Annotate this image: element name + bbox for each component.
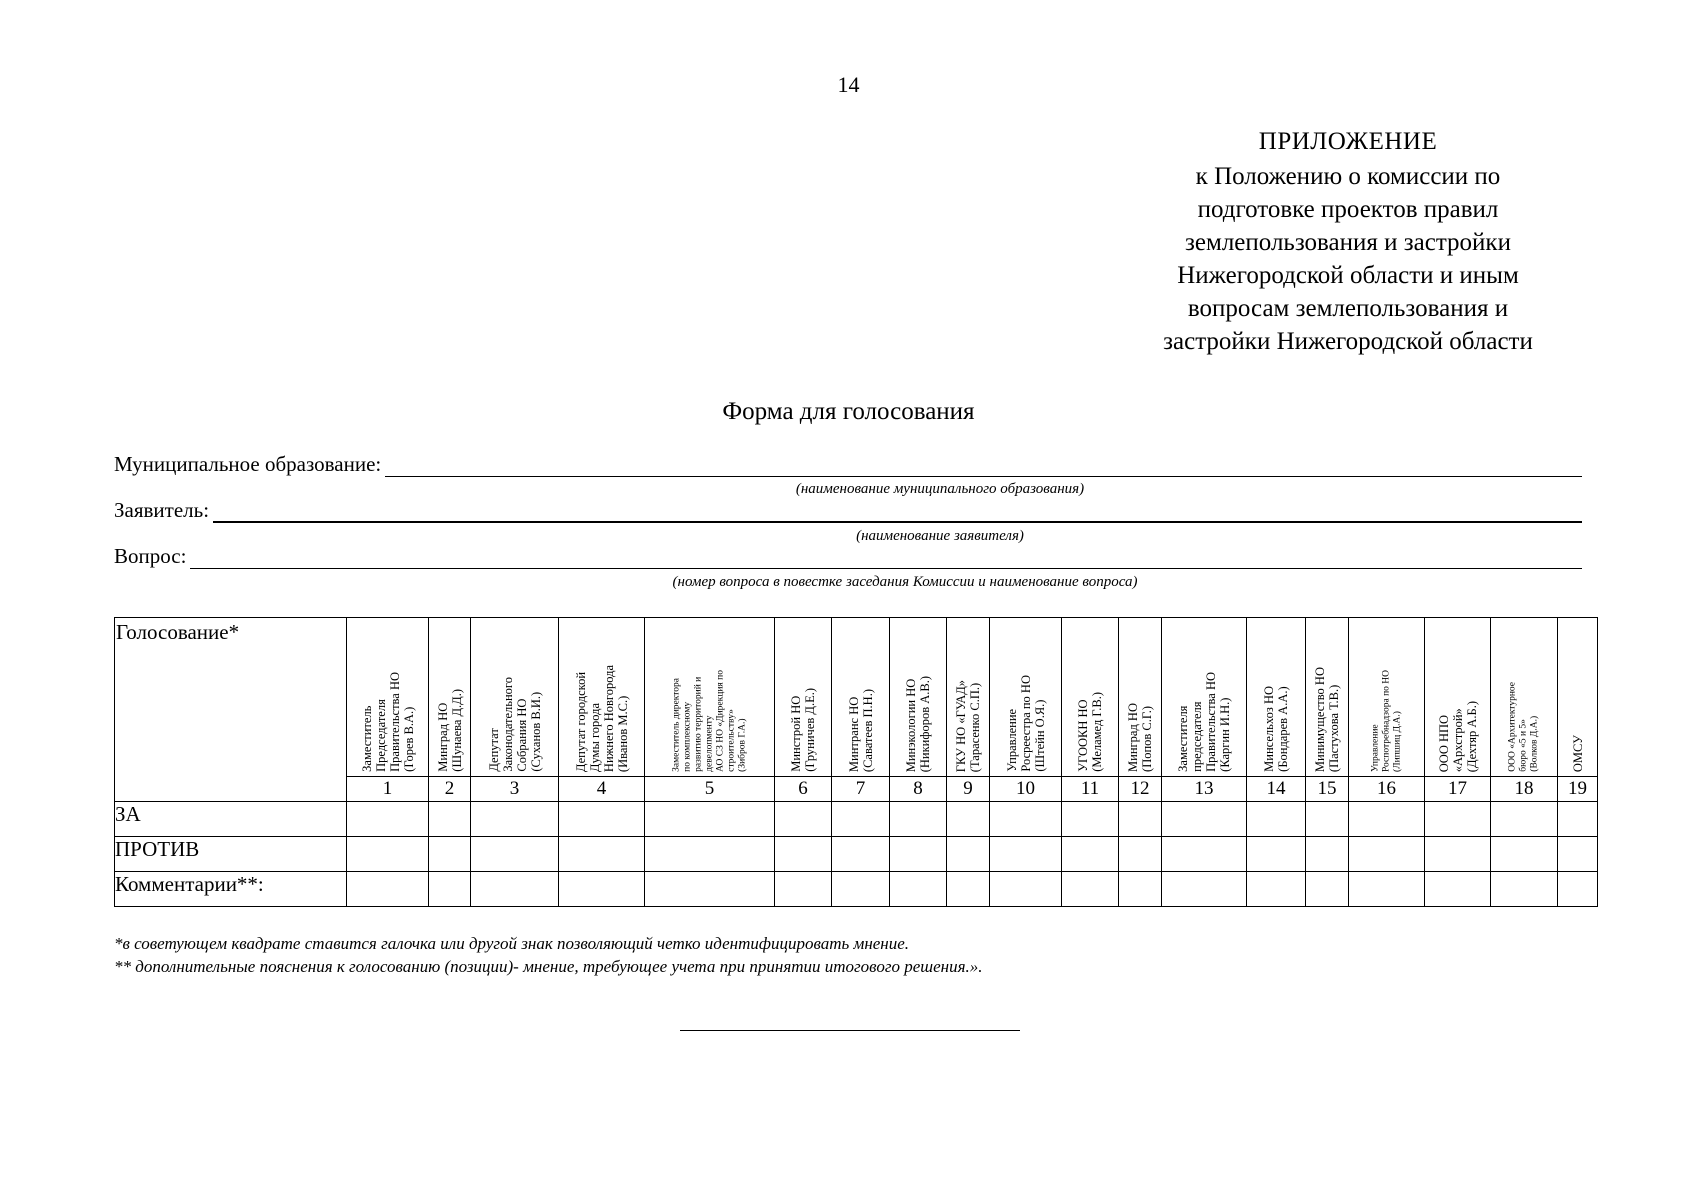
column-member: Управление Роспотребнадзора по НО (Липшиц Д.А.) <box>1370 670 1402 772</box>
column-number: 7 <box>832 777 890 802</box>
comment-cell[interactable] <box>1119 872 1162 907</box>
column-member: Минимущество НО (Пастухова Т.В.) <box>1313 666 1341 772</box>
vote-cell[interactable] <box>645 837 775 872</box>
column-number: 8 <box>890 777 947 802</box>
vote-cell[interactable] <box>559 837 645 872</box>
vote-cell[interactable] <box>832 802 890 837</box>
column-number: 18 <box>1491 777 1558 802</box>
closing-rule <box>680 1030 1020 1031</box>
voting-table <box>114 617 1598 907</box>
comment-cell[interactable] <box>1491 872 1558 907</box>
column-header <box>1247 618 1306 777</box>
municipality-hint: (наименование муниципального образования) <box>795 481 1085 497</box>
column-number: 4 <box>559 777 645 802</box>
column-member: ГКУ НО «ГУАД» (Тарасенко С.П.) <box>954 679 982 772</box>
vote-cell[interactable] <box>347 837 429 872</box>
comment-cell[interactable] <box>775 872 832 907</box>
form-title: Форма для голосования <box>722 398 975 425</box>
vote-cell[interactable] <box>1162 837 1247 872</box>
column-header <box>347 618 429 777</box>
column-member: ООО НПО «Архстрой» (Дехтяр А.Б.) <box>1436 700 1479 772</box>
appendix-title: ПРИЛОЖЕНИЕ <box>1258 128 1438 155</box>
column-member: Заместитель Председателя Правительства НО (Горев В.А.) <box>359 672 416 772</box>
column-header <box>1558 618 1598 777</box>
column-number: 3 <box>471 777 559 802</box>
column-number: 16 <box>1349 777 1425 802</box>
municipality-line <box>385 456 1582 477</box>
column-number: 12 <box>1119 777 1162 802</box>
column-header <box>559 618 645 777</box>
column-header <box>645 618 775 777</box>
comment-cell[interactable] <box>429 872 471 907</box>
comment-cell[interactable] <box>947 872 990 907</box>
vote-cell[interactable] <box>1425 837 1491 872</box>
column-member: Минстрой НО (Груничев Д.Е.) <box>789 688 817 772</box>
comment-cell[interactable] <box>1162 872 1247 907</box>
column-header <box>1162 618 1247 777</box>
column-number: 9 <box>947 777 990 802</box>
column-number: 19 <box>1558 777 1598 802</box>
vote-cell[interactable] <box>1247 802 1306 837</box>
comment-cell[interactable] <box>347 872 429 907</box>
vote-cell[interactable] <box>990 802 1062 837</box>
vote-cell[interactable] <box>429 802 471 837</box>
vote-row-comments <box>115 872 1598 907</box>
column-member: Депутат городской Думы города Нижнего Новгорода (Иванов М.С.) <box>573 664 630 772</box>
vote-cell[interactable] <box>471 837 559 872</box>
comment-cell[interactable] <box>1247 872 1306 907</box>
vote-cell[interactable] <box>1425 802 1491 837</box>
vote-row-for <box>115 802 1598 837</box>
voting-header-cell <box>115 618 347 802</box>
vote-cell[interactable] <box>1349 837 1425 872</box>
column-member: ООО «Архитектурное бюро «5 и 5» (Волков Д.А.) <box>1507 682 1540 772</box>
page-number: 14 <box>837 72 860 97</box>
footnote-2: ** дополнительные пояснения к голосованию (позиции)- мнение, требующее учета при принятии итогового решения.». <box>114 957 983 976</box>
comment-cell[interactable] <box>1425 872 1491 907</box>
column-number: 14 <box>1247 777 1306 802</box>
column-member: УГООКН НО (Меламед Г.В.) <box>1076 692 1104 772</box>
vote-cell[interactable] <box>1306 837 1349 872</box>
vote-cell[interactable] <box>890 802 947 837</box>
column-number: 6 <box>775 777 832 802</box>
applicant-field <box>114 498 1582 523</box>
comment-cell[interactable] <box>1558 872 1598 907</box>
appendix-line: к Положению о комиссии по <box>1195 163 1501 190</box>
row-label-against: ПРОТИВ <box>115 837 347 872</box>
comment-cell[interactable] <box>990 872 1062 907</box>
appendix-line: вопросам землепользования и <box>1187 295 1509 322</box>
vote-cell[interactable] <box>471 802 559 837</box>
comment-cell[interactable] <box>645 872 775 907</box>
column-header <box>832 618 890 777</box>
vote-cell[interactable] <box>947 837 990 872</box>
vote-cell[interactable] <box>1558 802 1598 837</box>
vote-cell[interactable] <box>1247 837 1306 872</box>
comment-cell[interactable] <box>890 872 947 907</box>
question-label: Вопрос: <box>114 544 187 568</box>
applicant-hint: (наименование заявителя) <box>856 528 1024 544</box>
column-number: 11 <box>1062 777 1119 802</box>
vote-cell[interactable] <box>990 837 1062 872</box>
column-member: Управление Росреестра по НО (Штейн О.Я.) <box>1004 675 1047 772</box>
appendix-line: землепользования и застройки <box>1185 229 1511 256</box>
row-label-comments: Комментарии**: <box>115 872 347 907</box>
municipality-label: Муниципальное образование: <box>114 452 382 476</box>
vote-cell[interactable] <box>775 837 832 872</box>
comment-cell[interactable] <box>1062 872 1119 907</box>
vote-cell[interactable] <box>1558 837 1598 872</box>
column-member: Минэкологии НО (Никифоров А.В.) <box>904 675 932 772</box>
column-member: Минград НО (Попов С.Г.) <box>1126 703 1154 772</box>
vote-cell[interactable] <box>775 802 832 837</box>
column-member: Заместитель директора по комплексному развитию территорий и девелопменту АО СЗ НО «Дирекция по строительству» (Зибров Г.А.) <box>671 670 747 772</box>
column-member: Заместителя председателя Правительства НО (Каргин И.Н.) <box>1176 672 1232 772</box>
vote-cell[interactable] <box>1306 802 1349 837</box>
column-header <box>775 618 832 777</box>
column-number: 10 <box>990 777 1062 802</box>
vote-cell[interactable] <box>645 802 775 837</box>
column-number: 13 <box>1162 777 1247 802</box>
column-number: 5 <box>645 777 775 802</box>
vote-cell[interactable] <box>1062 802 1119 837</box>
column-number: 17 <box>1425 777 1491 802</box>
column-header <box>1425 618 1491 777</box>
column-number: 1 <box>347 777 429 802</box>
comment-cell[interactable] <box>471 872 559 907</box>
vote-cell[interactable] <box>1491 802 1558 837</box>
vote-cell[interactable] <box>947 802 990 837</box>
column-header <box>1491 618 1558 777</box>
vote-cell[interactable] <box>1062 837 1119 872</box>
footnote-1: *в советующем квадрате ставится галочка или другой знак позволяющий четко идентифицировать мнение. <box>114 934 910 953</box>
comment-cell[interactable] <box>1349 872 1425 907</box>
column-member: Минсельхоз НО (Бондарев А.А.) <box>1262 686 1290 772</box>
column-header <box>947 618 990 777</box>
column-header <box>429 618 471 777</box>
vote-cell[interactable] <box>1162 802 1247 837</box>
vote-cell[interactable] <box>832 837 890 872</box>
vote-cell[interactable] <box>890 837 947 872</box>
vote-row-against <box>115 837 1598 872</box>
column-header <box>1062 618 1119 777</box>
column-member: Минград НО (Шунаева Д.Д.) <box>435 689 464 772</box>
vote-cell[interactable] <box>429 837 471 872</box>
vote-cell[interactable] <box>1119 802 1162 837</box>
column-number: 2 <box>429 777 471 802</box>
vote-cell[interactable] <box>559 802 645 837</box>
column-header <box>1349 618 1425 777</box>
vote-cell[interactable] <box>1119 837 1162 872</box>
row-label-for: ЗА <box>115 802 347 837</box>
column-member: Минтранс НО (Саватеев П.Н.) <box>846 688 875 772</box>
vote-cell[interactable] <box>1491 837 1558 872</box>
appendix-line: Нижегородской области и иным <box>1177 262 1519 289</box>
applicant-label: Заявитель: <box>114 498 210 522</box>
vote-cell[interactable] <box>1349 802 1425 837</box>
comment-cell[interactable] <box>832 872 890 907</box>
appendix-line: застройки Нижегородской области <box>1163 328 1533 355</box>
question-field <box>114 544 1582 569</box>
applicant-line <box>213 501 1582 523</box>
appendix-block <box>1098 128 1598 358</box>
comment-cell[interactable] <box>559 872 645 907</box>
appendix-line: подготовке проектов правил <box>1197 196 1499 223</box>
column-header <box>1119 618 1162 777</box>
question-line <box>190 548 1582 569</box>
column-member: Депутат Законодательного Собрания НО (Суханов В.И.) <box>486 677 543 772</box>
column-header <box>990 618 1062 777</box>
comment-cell[interactable] <box>1306 872 1349 907</box>
column-header <box>890 618 947 777</box>
voting-header-label: Голосование* <box>116 620 240 644</box>
column-header <box>1306 618 1349 777</box>
column-member: ОМСУ <box>1570 734 1585 772</box>
question-hint: (номер вопроса в повестке заседания Комиссии и наименование вопроса) <box>672 574 1138 590</box>
appendix-subtitle <box>1098 160 1598 358</box>
column-header <box>471 618 559 777</box>
column-number: 15 <box>1306 777 1349 802</box>
municipality-field <box>114 452 1582 477</box>
vote-cell[interactable] <box>347 802 429 837</box>
